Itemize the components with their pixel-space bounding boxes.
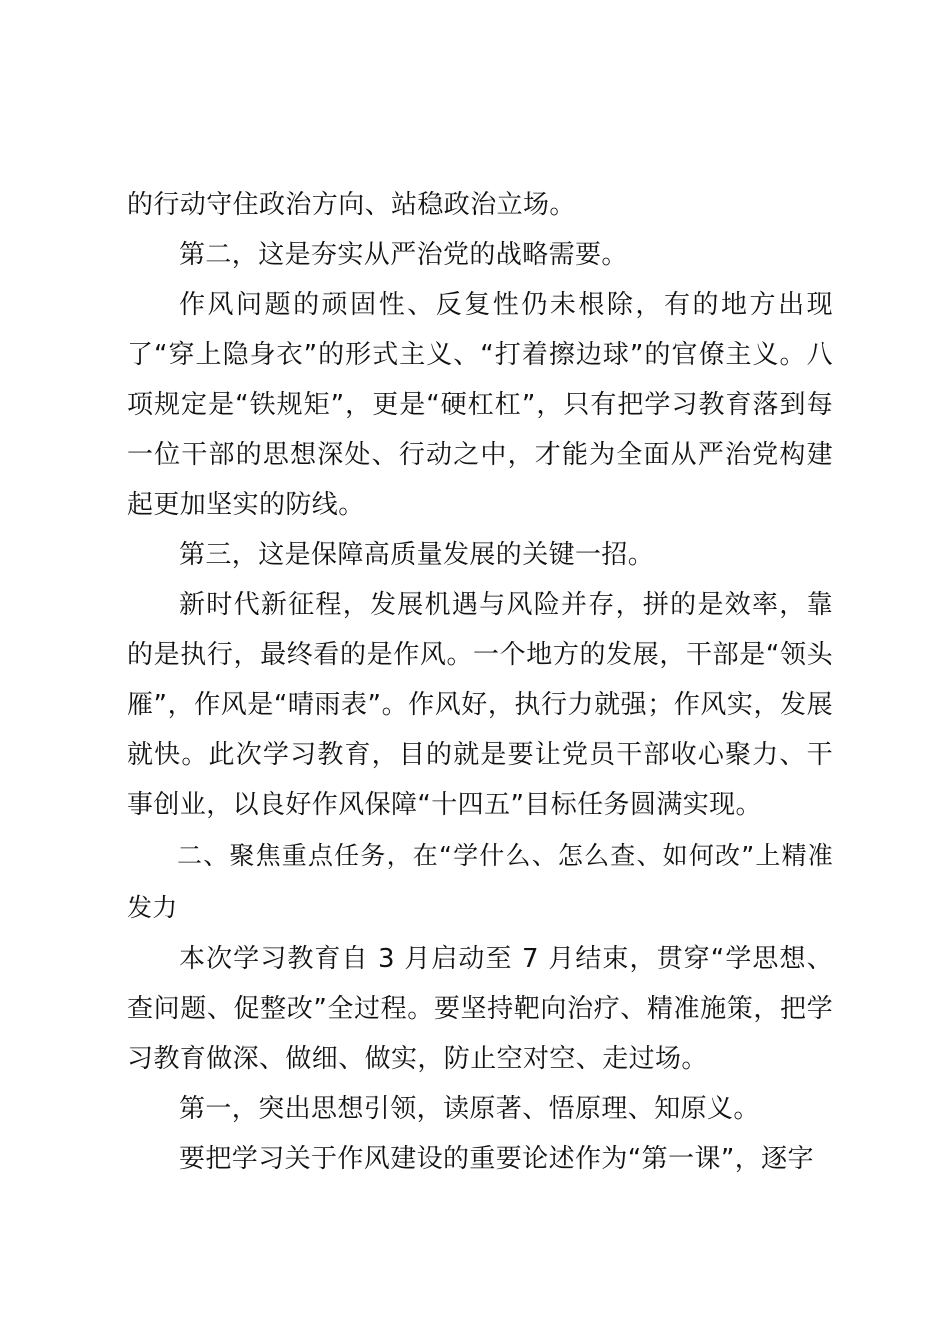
paragraph-first-lesson: 要把学习关于作风建设的重要论述作为“第一课”，逐字 — [179, 1144, 814, 1174]
paragraph-point-two: 第二，这是夯实从严治党的战略需要。 — [179, 240, 628, 270]
paragraph-education-period: 本次学习教育自 3 月启动至 7 月结束，贯穿“学思想、查问题、促整改”全过程。要坚持靶向治疗、精准施策，把学习教育做深、做细、做实，防止空对空、走过场。 — [127, 944, 833, 1074]
paragraph-point-one: 第一，突出思想引领，读原著、悟原理、知原义。 — [179, 1094, 760, 1124]
paragraph-continuation: 的行动守住政治方向、站稳政治立场。 — [127, 190, 576, 220]
section-heading-two: 二、聚焦重点任务，在“学什么、怎么查、如何改”上精准发力 — [127, 841, 833, 922]
paragraph-new-era: 新时代新征程，发展机遇与风险并存，拼的是效率，靠的是执行，最终看的是作风。一个地方的发展，干部是“领头雁”，作风是“晴雨表”。作风好，执行力就强；作风实，发展就快。此次学习教育，目的就是要让党员干部收心聚力、干事创业，以良好作风保障“十四五”目标任务圆满实现。 — [127, 590, 833, 820]
paragraph-work-style-problems: 作风问题的顽固性、反复性仍未根除，有的地方出现了“穿上隐身衣”的形式主义、“打着擦边球”的官僚主义。八项规定是“铁规矩”，更是“硬杠杠”，只有把学习教育落到每一位干部的思想深处、行动之中，才能为全面从严治党构建起更加坚实的防线。 — [127, 290, 833, 520]
paragraph-point-three: 第三，这是保障高质量发展的关键一招。 — [179, 540, 655, 570]
document-body — [127, 180, 833, 1184]
